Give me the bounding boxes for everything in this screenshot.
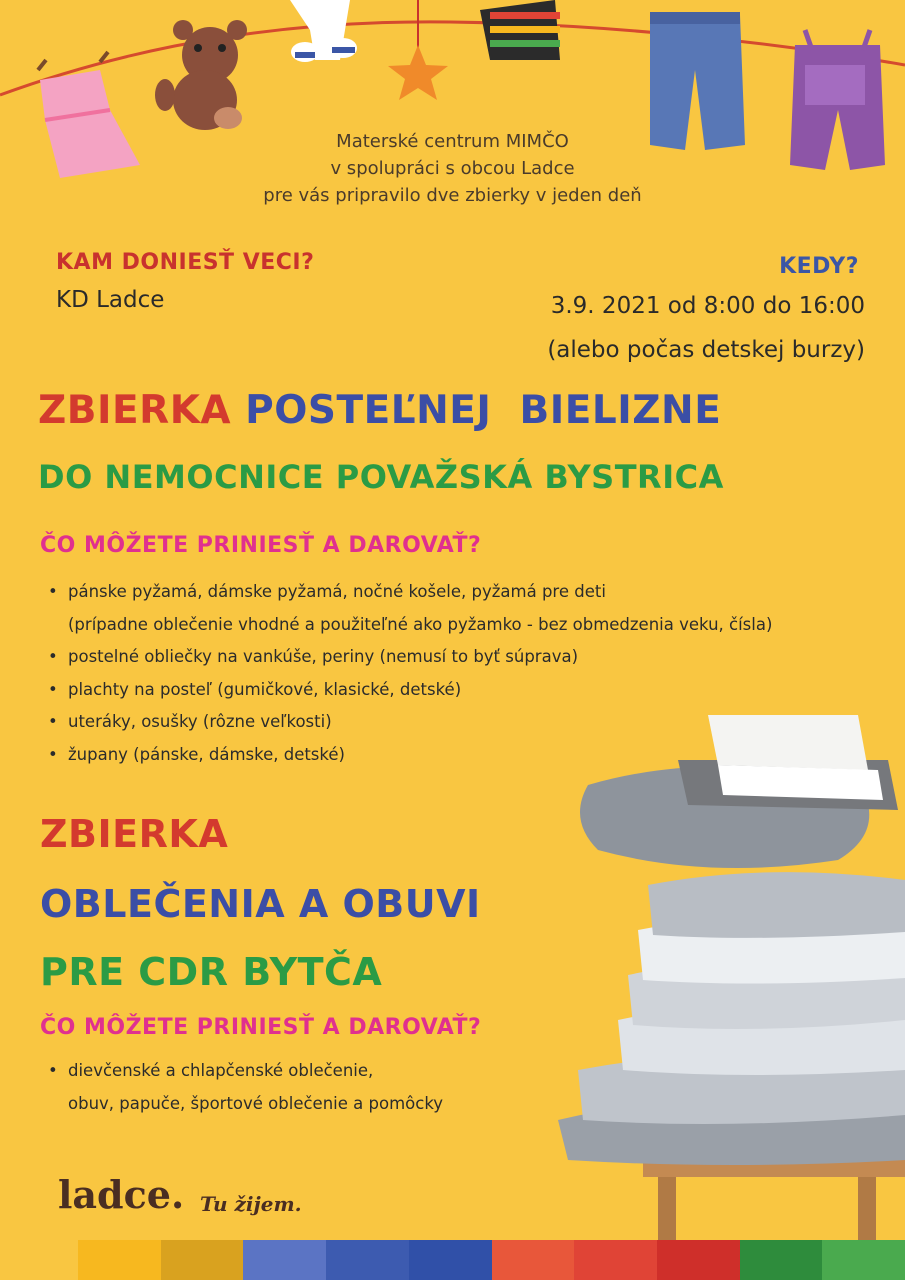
list-item: • postelné obliečky na vankúše, periny (nemusí to byť súprava) [44, 641, 772, 674]
collection2-question: ČO MÔŽETE PRINIESŤ A DAROVAŤ? [40, 1015, 482, 1040]
teddy-bear-icon [155, 20, 247, 130]
clothesline [0, 22, 905, 95]
list-item-continuation: (prípadne oblečenie vhodné a použiteľné ako pyžamko - bez obmedzenia veku, čísla) [68, 614, 773, 634]
baby-onesie-icon [290, 0, 357, 62]
star-ornament-icon [388, 0, 448, 100]
color-strip-segment [492, 1240, 575, 1280]
color-strip-segment [161, 1240, 244, 1280]
color-strip-segment [243, 1240, 326, 1280]
intro-line-3: pre vás pripravilo dve zbierky v jeden deň [263, 185, 642, 206]
color-strip-segment [574, 1240, 657, 1280]
color-strip-segment [409, 1240, 492, 1280]
pink-dress-icon [38, 52, 140, 178]
color-strip-segment [822, 1240, 905, 1280]
list-item: • dievčenské a chlapčenské oblečenie, [44, 1055, 443, 1088]
where-heading: KAM DONIESŤ VECI? [56, 250, 315, 275]
list-item-continuation: obuv, papuče, športové oblečenie a pomôcky [68, 1093, 444, 1113]
purple-overalls-icon [790, 30, 885, 170]
ladce-slogan: Tu žijem. [200, 1192, 302, 1216]
when-value: 3.9. 2021 od 8:00 do 16:00 [550, 293, 865, 319]
color-strip-segment [657, 1240, 740, 1280]
color-strip-segment [78, 1240, 161, 1280]
when-block [547, 284, 865, 372]
intro-line-1: Materské centrum MIMČO [336, 131, 569, 152]
where-value: KD Ladce [56, 287, 165, 313]
linen-pile-illustration [558, 690, 905, 1240]
color-strip-segment [326, 1240, 409, 1280]
collection2-list [44, 1055, 443, 1120]
when-note: (alebo počas detskej burzy) [547, 337, 865, 363]
list-item: • uteráky, osušky (rôzne veľkosti) [44, 706, 772, 739]
ladce-logo: ladce. [58, 1172, 185, 1217]
collection2-title-line3: PRE CDR BYTČA [40, 950, 383, 994]
list-item: • plachty na posteľ (gumičkové, klasické, detské) [44, 674, 772, 707]
collection1-title-word2: POSTEĽNEJ BIELIZNE [245, 388, 722, 433]
striped-shirt-icon [480, 0, 560, 60]
intro-text [180, 128, 725, 209]
color-strip-segment [740, 1240, 823, 1280]
intro-line-2: v spolupráci s obcou Ladce [330, 158, 575, 179]
collection2-title-line1: ZBIERKA [40, 812, 229, 856]
collection1-title [38, 388, 721, 433]
collection1-title-word1: ZBIERKA [38, 388, 232, 433]
color-strip [78, 1240, 905, 1280]
list-item: • pánske pyžamá, dámske pyžamá, nočné košele, pyžamá pre deti [44, 576, 772, 609]
collection2-title-line2: OBLEČENIA A OBUVI [40, 882, 481, 926]
list-item: • župany (pánske, dámske, detské) [44, 739, 772, 772]
collection1-subtitle: DO NEMOCNICE POVAŽSKÁ BYSTRICA [38, 458, 724, 496]
when-heading: KEDY? [779, 254, 859, 279]
collection1-question: ČO MÔŽETE PRINIESŤ A DAROVAŤ? [40, 533, 482, 558]
